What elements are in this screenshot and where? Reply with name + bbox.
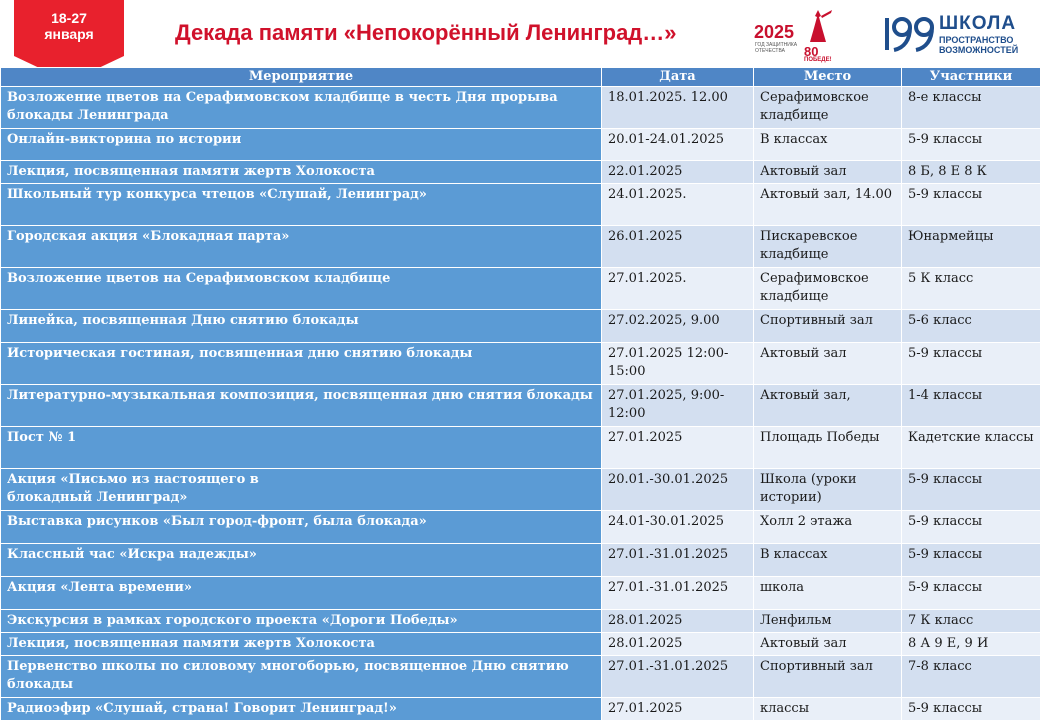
place-cell: Актовый зал xyxy=(754,343,902,385)
place-cell: В классах xyxy=(754,544,902,577)
table-row xyxy=(1,511,1040,544)
participants-cell: 1-4 классы xyxy=(902,385,1040,427)
event-cell: Лекция, посвященная памяти жертв Холокоста xyxy=(1,633,602,656)
event-cell: Возложение цветов на Серафимовском кладбище в честь Дня прорыва блокады Ленинграда xyxy=(1,87,602,129)
participants-cell: 5-9 классы xyxy=(902,184,1040,226)
participants-cell: 5-9 классы xyxy=(902,469,1040,511)
badge-dates: 18-27 xyxy=(14,10,124,26)
page-title: Декада памяти «Непокорённый Ленинград…» xyxy=(175,20,677,46)
participants-cell: 5-9 классы xyxy=(902,544,1040,577)
date-cell: 27.01.2025 12:00-15:00 xyxy=(602,343,754,385)
logo-victory: ПОБЕДЕ! xyxy=(804,57,832,63)
event-cell xyxy=(1,469,602,511)
participants-cell: 5-6 класс xyxy=(902,310,1040,343)
event-cell: Возложение цветов на Серафимовском кладбище xyxy=(1,268,602,310)
participants-cell: 5-9 классы xyxy=(902,577,1040,610)
participants-cell: 7 К класс xyxy=(902,610,1040,633)
school-tagline-1: ПРОСТРАНСТВО xyxy=(939,35,1018,45)
year-2025-logo xyxy=(752,6,840,66)
event-cell: Экскурсия в рамках городского проекта «Дороги Победы» xyxy=(1,610,602,633)
participants-cell: 5-9 классы xyxy=(902,129,1040,161)
date-cell: 27.01.-31.01.2025 xyxy=(602,544,754,577)
date-cell: 26.01.2025 xyxy=(602,226,754,268)
participants-cell: 8 А 9 Е, 9 И xyxy=(902,633,1040,656)
date-cell: 27.02.2025, 9.00 xyxy=(602,310,754,343)
event-cell: Пост № 1 xyxy=(1,427,602,469)
participants-cell: 8-е классы xyxy=(902,87,1040,129)
date-cell: 27.01.-31.01.2025 xyxy=(602,656,754,698)
participants-cell: 7-8 класс xyxy=(902,656,1040,698)
date-cell: 20.01.-30.01.2025 xyxy=(602,469,754,511)
date-cell: 27.01.2025 xyxy=(602,698,754,721)
event-cell: Выставка рисунков «Был город-фронт, была блокада» xyxy=(1,511,602,544)
place-cell: В классах xyxy=(754,129,902,161)
place-cell: Спортивный зал xyxy=(754,656,902,698)
place-cell: Актовый зал xyxy=(754,633,902,656)
table-row xyxy=(1,343,1040,385)
logo-subtitle: ГОД ЗАЩИТНИКА ОТЕЧЕСТВА xyxy=(755,42,803,54)
date-cell: 28.01.2025 xyxy=(602,610,754,633)
date-cell: 24.01.2025. xyxy=(602,184,754,226)
table-row xyxy=(1,610,1040,633)
event-cell: Онлайн-викторина по истории xyxy=(1,129,602,161)
table-row xyxy=(1,184,1040,226)
place-cell: Спортивный зал xyxy=(754,310,902,343)
event-cell: Городская акция «Блокадная парта» xyxy=(1,226,602,268)
place-cell: Ленфильм xyxy=(754,610,902,633)
table-row xyxy=(1,633,1040,656)
place-cell: Актовый зал xyxy=(754,161,902,184)
badge-text xyxy=(14,10,124,42)
table-row xyxy=(1,577,1040,610)
event-cell: Акция «Лента времени» xyxy=(1,577,602,610)
participants-cell: 5-9 классы xyxy=(902,343,1040,385)
table-row xyxy=(1,87,1040,129)
badge-month: января xyxy=(14,26,124,42)
header-participants: Участники xyxy=(902,68,1040,87)
date-cell: 24.01-30.01.2025 xyxy=(602,511,754,544)
event-cell: Лекция, посвященная памяти жертв Холокоста xyxy=(1,161,602,184)
date-cell: 27.01.2025. xyxy=(602,268,754,310)
event-cell: Первенство школы по силовому многоборью, посвященное Дню снятию блокады xyxy=(1,656,602,698)
table-row xyxy=(1,161,1040,184)
table-row xyxy=(1,469,1040,511)
date-cell: 18.01.2025. 12.00 xyxy=(602,87,754,129)
events-table xyxy=(0,67,1040,721)
participants-cell: 5 К класс xyxy=(902,268,1040,310)
table-row xyxy=(1,656,1040,698)
logo-year: 2025 xyxy=(754,22,794,43)
table-header-row xyxy=(1,68,1040,87)
place-cell: Актовый зал, 14.00 xyxy=(754,184,902,226)
participants-cell: 5-9 классы xyxy=(902,698,1040,721)
event-cell: Линейка, посвященная Дню снятию блокады xyxy=(1,310,602,343)
table-row xyxy=(1,698,1040,721)
place-cell: Школа (уроки истории) xyxy=(754,469,902,511)
place-cell: школа xyxy=(754,577,902,610)
table-row xyxy=(1,385,1040,427)
table-row xyxy=(1,427,1040,469)
event-cell: Школьный тур конкурса чтецов «Слушай, Ленинград» xyxy=(1,184,602,226)
school-tagline xyxy=(939,35,1018,55)
place-cell: Серафимовское кладбище xyxy=(754,87,902,129)
table-row xyxy=(1,129,1040,161)
event-cell: Историческая гостиная, посвященная дню снятию блокады xyxy=(1,343,602,385)
place-cell: Актовый зал, xyxy=(754,385,902,427)
date-cell: 28.01.2025 xyxy=(602,633,754,656)
participants-cell: 8 Б, 8 Е 8 К xyxy=(902,161,1040,184)
place-cell: Площадь Победы xyxy=(754,427,902,469)
header-date: Дата xyxy=(602,68,754,87)
place-cell: Серафимовское кладбище xyxy=(754,268,902,310)
monument-icon xyxy=(798,8,838,48)
event-cell: Литературно-музыкальная композиция, посвященная дню снятия блокады xyxy=(1,385,602,427)
school-emblem-icon xyxy=(882,12,938,56)
participants-cell: Юнармейцы xyxy=(902,226,1040,268)
date-cell: 27.01.2025, 9:00-12:00 xyxy=(602,385,754,427)
event-text: Акция «Письмо из настоящего в блокадный Ленинград» xyxy=(7,471,267,507)
school-tagline-2: ВОЗМОЖНОСТЕЙ xyxy=(939,45,1018,55)
logo-80: 80 xyxy=(804,44,818,59)
date-cell: 22.01.2025 xyxy=(602,161,754,184)
date-cell: 27.01.2025 xyxy=(602,427,754,469)
date-cell: 20.01-24.01.2025 xyxy=(602,129,754,161)
table-row xyxy=(1,544,1040,577)
table-row xyxy=(1,310,1040,343)
table-row xyxy=(1,268,1040,310)
header-event: Мероприятие xyxy=(1,68,602,87)
school-name: ШКОЛА xyxy=(939,13,1016,35)
event-cell: Классный час «Искра надежды» xyxy=(1,544,602,577)
place-cell: Пискаревское кладбище xyxy=(754,226,902,268)
event-cell: Радиоэфир «Слушай, страна! Говорит Ленинград!» xyxy=(1,698,602,721)
school-logo xyxy=(882,12,1032,62)
date-cell: 27.01.-31.01.2025 xyxy=(602,577,754,610)
place-cell: Холл 2 этажа xyxy=(754,511,902,544)
header-place: Место xyxy=(754,68,902,87)
place-cell: классы xyxy=(754,698,902,721)
participants-cell: Кадетские классы xyxy=(902,427,1040,469)
table-row xyxy=(1,226,1040,268)
participants-cell: 5-9 классы xyxy=(902,511,1040,544)
